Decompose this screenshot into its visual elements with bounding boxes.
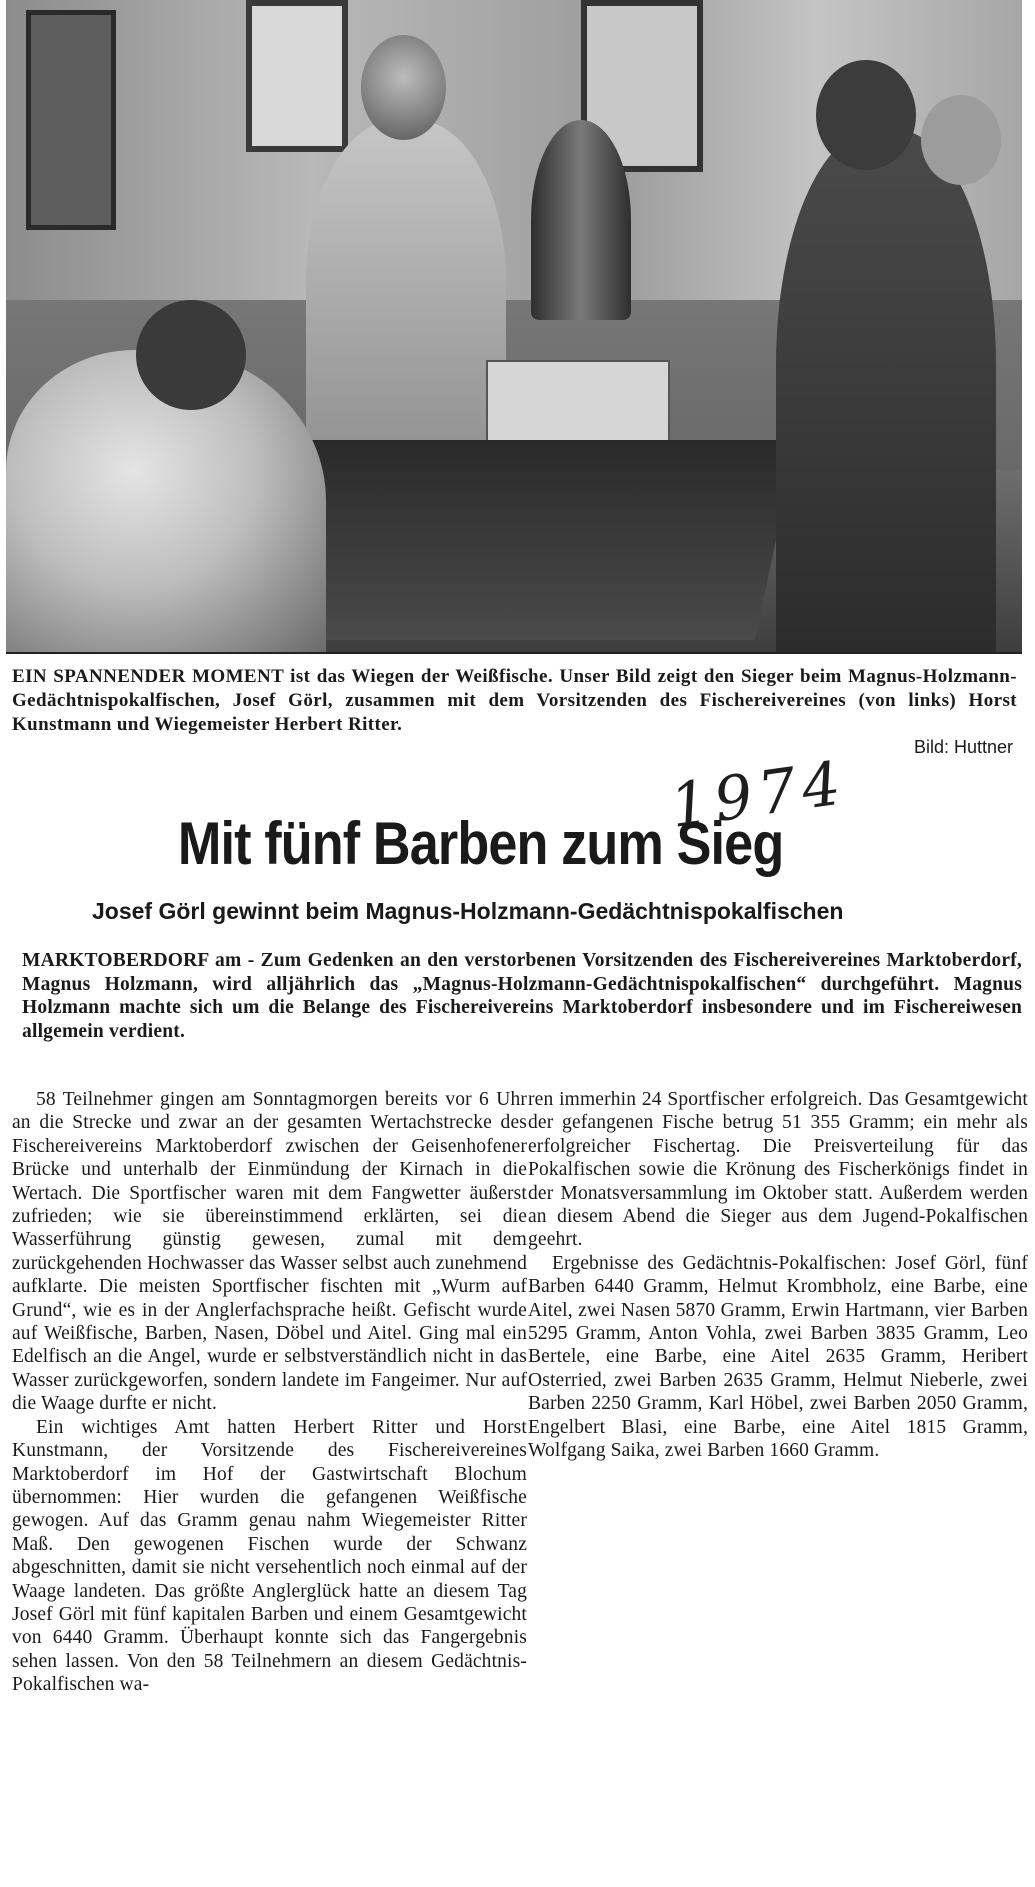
subheadline: Josef Görl gewinnt beim Magnus-Holzmann-Gedächtnispokalfischen bbox=[92, 898, 844, 924]
article-column-left bbox=[12, 1088, 527, 1697]
caption-lead: EIN SPANNENDER MOMENT bbox=[12, 666, 284, 687]
photo-person-right bbox=[776, 130, 996, 652]
photo-window bbox=[26, 10, 116, 230]
photo-person-center bbox=[306, 120, 506, 480]
paragraph: ren immerhin 24 Sportfischer erfolgreich. Das Gesamtgewicht der gefangenen Fische betrug 51 355 Gramm; ein mehr als erfolgreicher Fischertag. Die Preisverteilung für das Pokalfischen sowie die Krönung des Fischerkönigs findet in der Monatsversammlung im Oktober statt. Außerdem werden an diesem Abend die Sieger aus dem Jugend-Pokalfischen geehrt. bbox=[528, 1089, 1028, 1251]
photo-head-center bbox=[361, 35, 446, 140]
newspaper-photo bbox=[6, 0, 1022, 654]
photo-scale bbox=[531, 120, 631, 320]
paragraph: 58 Teilnehmer gingen am Sonntagmorgen bereits vor 6 Uhr an die Strecke und zwar an der gesamten Wertachstrecke des Fischereivereins Marktoberdorf zwischen der Geisenhofener Brücke und unterhalb der Einmündung der Kirnach in die Wertach. Die Sportfischer waren mit dem Fangwetter äußerst zufrieden; wie sie übereinstimmend erklärten, sei die Wasserführung günstig gewesen, zumal mit dem zurückgehenden Hochwasser das Wasser selbst auch zunehmend aufklarte. Die meisten Sportfischer fischten mit „Wurm auf Grund“, wie es in der Anglerfachsprache heißt. Gefischt wurde auf Weißfische, Barben, Nasen, Döbel und Aitel. Ging mal ein Edelfisch an die Angel, wurde er selbstverständlich nicht in das Wasser zurückgeworfen, sondern landete im Fangeimer. Nur auf die Waage durfte er nicht. bbox=[12, 1089, 527, 1415]
photo-window bbox=[246, 0, 348, 152]
photo-head-left bbox=[136, 300, 246, 410]
headline: Mit fünf Barben zum Sieg bbox=[177, 810, 784, 877]
article-column-right bbox=[528, 1088, 1028, 1463]
photo-credit: Bild: Huttner bbox=[913, 737, 1013, 757]
handwritten-year: 1974 bbox=[665, 748, 851, 842]
photo-head-right bbox=[816, 60, 916, 170]
caption-text: ist das Wiegen der Weißfische. Unser Bild zeigt den Sieger beim Magnus-Holzmann-Gedächtnispokalfischen, Josef Görl, zusammen mit dem Vorsitzenden des Fischereivereines (von links) Horst Kunstmann und Wiegemeister Herbert Ritter. bbox=[12, 666, 1017, 735]
results-paragraph: Ergebnisse des Gedächtnis-Pokalfischen: Josef Görl, fünf Barben 6440 Gramm, Helmut Krombholz, eine Barbe, eine Aitel, zwei Nasen 5870 Gramm, Erwin Hartmann, vier Barben 5295 Gramm, Anton Vohla, zwei Barben 3835 Gramm, Leo Bertele, eine Barbe, eine Aitel 2635 Gramm, Heribert Osterried, zwei Barben 2635 Gramm, Helmut Nieberle, zwei Barben 2250 Gramm, Karl Höbel, zwei Barben 2050 Gramm, Engelbert Blasi, eine Barbe, eine Aitel 1815 Gramm, Wolfgang Saika, zwei Barben 1660 Gramm. bbox=[528, 1252, 1028, 1462]
paragraph: Ein wichtiges Amt hatten Herbert Ritter und Horst Kunstmann, der Vorsitzende des Fischereivereines Marktoberdorf im Hof der Gastwirtschaft Blochum übernommen: Hier wurden die gefangenen Weißfische gewogen. Auf das Gramm genau nahm Wiegemeister Ritter Maß. Den gewogenen Fischen wurde der Schwanz abgeschnitten, damit sie nicht versehentlich noch einmal auf der Waage landeten. Das größte Anglerglück hatte an diesem Tag Josef Görl mit fünf kapitalen Barben und einem Gesamtgewicht von 6440 Gramm. Überhaupt konnte sich das Fangergebnis sehen lassen. Von den 58 Teilnehmern an diesem Gedächtnis-Pokalfischen wa- bbox=[12, 1416, 527, 1696]
photo-caption bbox=[12, 665, 1017, 737]
lead-paragraph: MARKTOBERDORF am - Zum Gedenken an den verstorbenen Vorsitzenden des Fischereivereines Marktoberdorf, Magnus Holzmann, wird alljährlich das „Magnus-Holzmann-Gedächtnispokalfischen“ durchgeführt. Magnus Holzmann machte sich um die Belange des Fischereivereins Marktoberdorf insbesondere und im Fischereiwesen allgemein verdient. bbox=[22, 950, 1022, 1042]
photo-head-far-right bbox=[921, 95, 1001, 185]
